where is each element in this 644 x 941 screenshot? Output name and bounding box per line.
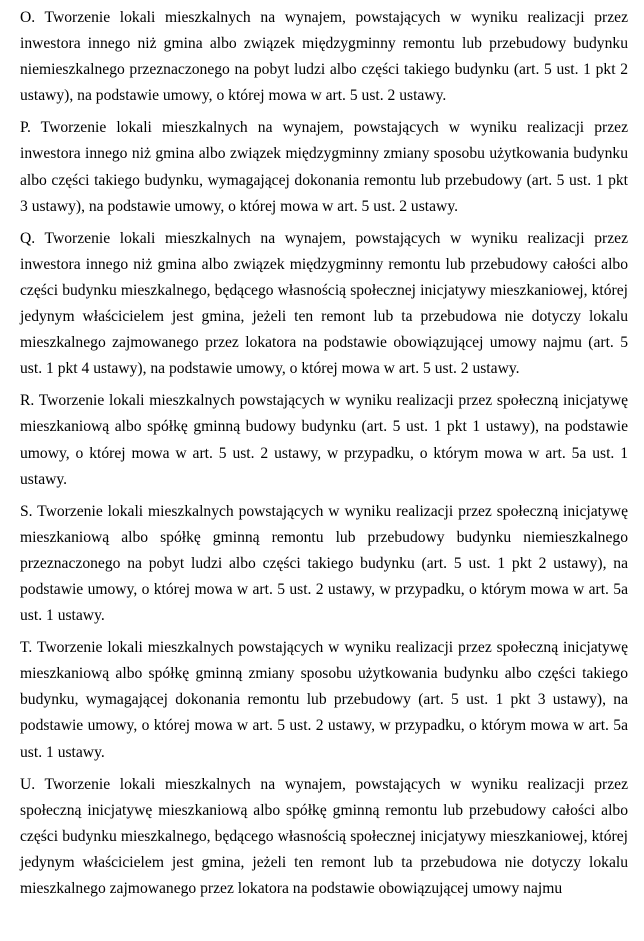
- document-page: [20, 5, 628, 908]
- paragraph-u: U. Tworzenie lokali mieszkalnych na wynajem, powstających w wyniku realizacji przez społeczną inicjatywę mieszkaniową albo spółkę gminną remontu lub przebudowy całości albo części budynku mieszkalnego, będącego własnością społecznej inicjatywy mieszkaniowej, której jedynym właścicielem jest gmina, jeżeli ten remont lub ta przebudowa nie dotyczy lokalu mieszkalnego zajmowanego przez lokatora na podstawie obowiązującej umowy najmu: [20, 775, 628, 897]
- paragraph-s: S. Tworzenie lokali mieszkalnych powstających w wyniku realizacji przez społeczną inicjatywę mieszkaniową albo spółkę gminną remontu lub przebudowy budynku niemieszkalnego przeznaczonego na pobyt ludzi albo części takiego budynku (art. 5 ust. 1 pkt 2 ustawy), na podstawie umowy, o której mowa w art. 5 ust. 2 ustawy, w przypadku, o którym mowa w art. 5a ust. 1 ustawy.: [20, 502, 628, 625]
- paragraph-o: O. Tworzenie lokali mieszkalnych na wynajem, powstających w wyniku realizacji przez inwestora innego niż gmina albo związek międzygminny remontu lub przebudowy budynku niemieszkalnego przeznaczonego na pobyt ludzi albo części takiego budynku (art. 5 ust. 1 pkt 2 ustawy), na podstawie umowy, o której mowa w art. 5 ust. 2 ustawy.: [20, 9, 628, 105]
- paragraph-r: R. Tworzenie lokali mieszkalnych powstających w wyniku realizacji przez społeczną inicjatywę mieszkaniową albo spółkę gminną budowy budynku (art. 5 ust. 1 pkt 1 ustawy), na podstawie umowy, o której mowa w art. 5 ust. 2 ustawy, w przypadku, o którym mowa w art. 5a ust. 1 ustawy.: [20, 392, 628, 488]
- paragraph-t: T. Tworzenie lokali mieszkalnych powstających w wyniku realizacji przez społeczną inicjatywę mieszkaniową albo spółkę gminną zmiany sposobu użytkowania budynku albo części takiego budynku, wymagającej dokonania remontu lub przebudowy (art. 5 ust. 1 pkt 3 ustawy), na podstawie umowy, o której mowa w art. 5 ust. 2 ustawy, w przypadku, o którym mowa w art. 5a ust. 1 ustawy.: [20, 639, 628, 761]
- paragraph-p: P. Tworzenie lokali mieszkalnych na wynajem, powstających w wyniku realizacji przez inwestora innego niż gmina albo związek międzygminny zmiany sposobu użytkowania budynku albo części takiego budynku, wymagającej dokonania remontu lub przebudowy (art. 5 ust. 1 pkt 3 ustawy), na podstawie umowy, o której mowa w art. 5 ust. 2 ustawy.: [20, 119, 628, 215]
- paragraph-q: Q. Tworzenie lokali mieszkalnych na wynajem, powstających w wyniku realizacji przez inwestora innego niż gmina albo związek międzygminny remontu lub przebudowy całości albo części budynku mieszkalnego, będącego własnością społecznej inicjatywy mieszkaniowej, której jedynym właścicielem jest gmina, jeżeli ten remont lub ta przebudowa nie dotyczy lokalu mieszkalnego zajmowanego przez lokatora na podstawie obowiązującej umowy najmu (art. 5 ust. 1 pkt 4 ustawy), na podstawie umowy, o której mowa w art. 5 ust. 2 ustawy.: [20, 229, 628, 378]
